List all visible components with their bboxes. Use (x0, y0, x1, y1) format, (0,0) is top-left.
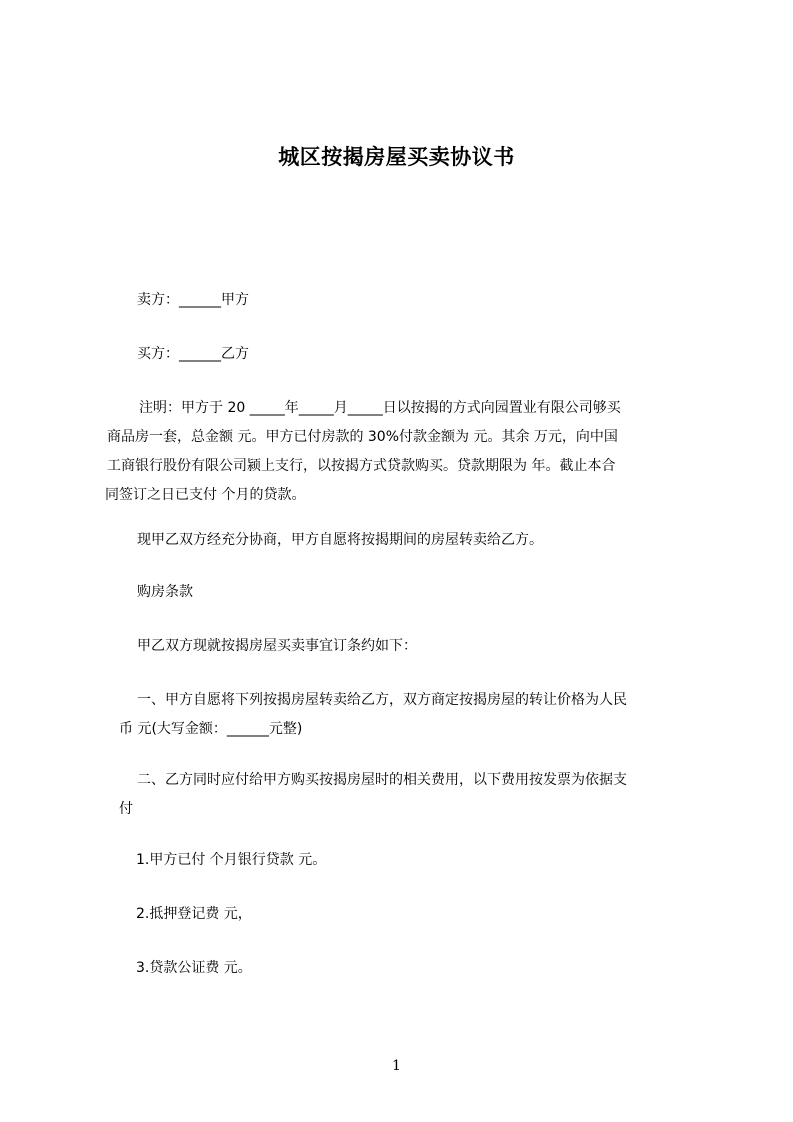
note-line-3: 工商银行股份有限公司颍上支行，以按揭方式贷款购买。贷款期限为 年。截止本合 (107, 458, 616, 474)
fee-item-2: 2.抵押登记费 元， (136, 906, 252, 922)
terms-intro: 甲乙双方现就按揭房屋买卖事宜订条约如下： (137, 638, 417, 654)
note-line-4: 同签订之日已支付 个月的贷款。 (105, 487, 306, 503)
clause-2 (105, 766, 705, 824)
document-title: 城区按揭房屋买卖协议书 (278, 145, 515, 169)
clause-1-line-2: 币 元(大写金额：______元整) (119, 721, 303, 737)
page-number: 1 (392, 1058, 401, 1074)
note-paragraph (105, 394, 705, 510)
fee-item-3: 3.贷款公证费 元。 (136, 960, 252, 976)
clause-1-line-1: 一、甲方自愿将下列按揭房屋转卖给乙方，双方商定按揭房屋的转让价格为人民 (137, 692, 627, 708)
clause-2-line-1: 二、乙方同时应付给甲方购买按揭房屋时的相关费用，以下费用按发票为依据支 (137, 772, 627, 788)
agreement-intro: 现甲乙双方经充分协商，甲方自愿将按揭期间的房屋转卖给乙方。 (137, 532, 543, 548)
seller-line: 卖方：______甲方 (137, 292, 249, 308)
section-heading: 购房条款 (137, 584, 193, 600)
buyer-line: 买方：______乙方 (137, 346, 249, 362)
note-line-2: 商品房一套，总金额 元。甲方已付房款的 30%付款金额为 元。其余 万元，向中国 (107, 429, 618, 445)
fee-item-1: 1.甲方已付 个月银行贷款 元。 (136, 852, 327, 868)
clause-2-line-2: 付 (119, 801, 133, 817)
clause-1 (105, 686, 705, 744)
note-line-1: 注明：甲方于 20 _____年_____月_____日以按揭的方式向园置业有限公司够买 (139, 400, 621, 416)
